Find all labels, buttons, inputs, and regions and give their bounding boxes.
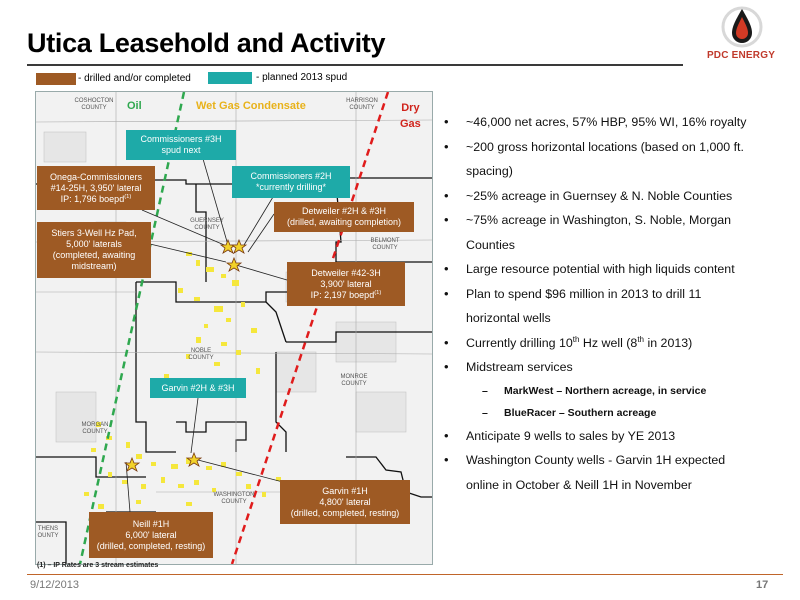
dash-icon: – (482, 384, 488, 397)
bullet-item: • ~200 gross horizontal locations (based on 1,000 ft. (444, 135, 789, 160)
county-label-guernsey: GUERNSEY COUNTY (190, 218, 224, 231)
callout-neill-1h: Neill #1H 6,000' lateral (drilled, completed, resting) (89, 512, 213, 558)
bullet-item: • Large resource potential with high liquids content (444, 257, 789, 282)
bullet-item: • Plan to spend $96 million in 2013 to drill 11 (444, 282, 789, 307)
legend-drilled-label: - drilled and/or completed (78, 73, 191, 84)
callout-stiers-pad: Stiers 3-Well Hz Pad, 5,000' laterals (completed, awaiting midstream) (37, 222, 151, 278)
county-label-harrison: HARRISON COUNTY (346, 98, 378, 111)
callout-commissioners-2h: Commissioners #2H *currently drilling* (232, 166, 350, 198)
county-label-coshocton: COSHOCTON COUNTY (74, 98, 114, 111)
callout-commissioners-3h: Commissioners #3H spud next (126, 130, 236, 160)
bullet-dot-icon: • (444, 359, 449, 374)
bullet-dot-icon: • (444, 212, 449, 227)
county-label-monroe: MONROE COUNTY (340, 374, 368, 387)
key-points-list (444, 110, 789, 497)
leasehold-map (35, 91, 433, 565)
zone-label-wet-gas: Wet Gas Condensate (196, 100, 306, 112)
bullet-continuation: Counties (466, 237, 515, 252)
footer-date: 9/12/2013 (30, 579, 79, 591)
bullet-dot-icon: • (444, 187, 449, 203)
bullet-dot-icon: • (444, 427, 449, 443)
bullet-dot-icon: • (444, 285, 449, 301)
bullet-item: • Currently drilling 10th Hz well (8th in 2013) (444, 331, 789, 356)
legend-drilled-swatch (36, 73, 76, 85)
bullet-dot-icon: • (444, 452, 449, 467)
zone-label-dry-gas: Dry Gas (400, 102, 421, 130)
callout-detweiler-42-3h: Detweiler #42-3H 3,900' lateral IP: 2,197 boepd$^{(1)}$ (287, 262, 405, 306)
bullet-dot-icon: • (444, 261, 449, 276)
footer-divider (27, 574, 783, 575)
callout-garvin-1h: Garvin #1H 4,800' lateral (drilled, completed, resting) (280, 480, 410, 524)
page-title: Utica Leasehold and Activity (27, 28, 386, 58)
callout-garvin-2h-3h: Garvin #2H & #3H (150, 378, 246, 398)
footnote: (1) – IP Rates are 3 stream estimates (37, 562, 159, 569)
bullet-dot-icon: • (444, 138, 449, 154)
title-divider (27, 64, 683, 66)
bullet-dot-icon: • (444, 334, 449, 350)
bullet-item: • ~25% acreage in Guernsey & N. Noble Counties (444, 184, 789, 209)
sub-bullet-item: – BlueRacer – Southern acreage (444, 402, 789, 424)
county-label-morgan: MORGAN COUNTY (81, 422, 109, 435)
county-label-belmont: BELMONT COUNTY (370, 238, 400, 251)
bullet-continuation: horizontal wells (466, 311, 551, 325)
zone-label-oil: Oil (127, 100, 142, 112)
callout-onega-commissioners: Onega-Commissioners #14-25H, 3,950' lateral IP: 1,796 boepd$^{(1)}$ (37, 166, 155, 210)
legend-planned-swatch (208, 72, 252, 84)
bullet-item: • Anticipate 9 wells to sales by YE 2013 (444, 424, 789, 449)
callout-detweiler-2h-3h: Detweiler #2H & #3H (drilled, awaiting completion) (274, 202, 414, 232)
county-label-athens: THENS OUNTY (37, 526, 59, 539)
bullet-continuation: spacing) (466, 164, 513, 178)
bullet-dot-icon: • (444, 114, 449, 129)
bullet-item: • Washington County wells - Garvin 1H expected (444, 448, 789, 473)
county-label-noble: NOBLE COUNTY (188, 348, 214, 361)
bullet-item: • Midstream services (444, 355, 789, 380)
legend-planned-label: - planned 2013 spud (256, 72, 348, 83)
sub-bullet-item: – MarkWest – Northern acreage, in service (444, 380, 789, 402)
logo-wordmark: PDC ENERGY (706, 50, 776, 61)
county-label-washington: WASHINGTON COUNTY (213, 492, 255, 505)
dash-icon: – (482, 406, 488, 419)
page-number: 17 (756, 579, 769, 591)
bullet-continuation: online in October & Neill 1H in November (466, 477, 692, 492)
bullet-item: • ~75% acreage in Washington, S. Noble, Morgan (444, 208, 789, 233)
bullet-item: • ~46,000 net acres, 57% HBP, 95% WI, 16% royalty (444, 110, 789, 135)
